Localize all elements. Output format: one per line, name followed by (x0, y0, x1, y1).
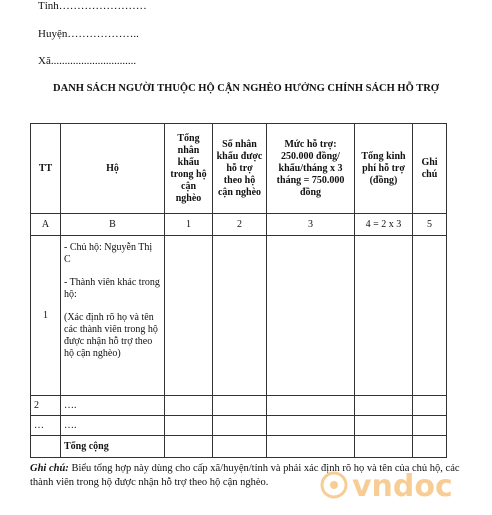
col-header-so-nhan-khau: Số nhân khẩu được hỗ trợ theo hộ cận nghèo (213, 124, 267, 214)
empty-cell (413, 396, 447, 416)
empty-cell (267, 236, 355, 396)
empty-cell (31, 436, 61, 458)
empty-cell (165, 236, 213, 396)
empty-cell (165, 416, 213, 436)
col-header-muc-ho-tro: Mức hỗ trợ: 250.000 đồng/ khẩu/tháng x 3 tháng = 750.000 đồng (267, 124, 355, 214)
col-header-tt: TT (31, 124, 61, 214)
code-cell: A (31, 214, 61, 236)
code-cell: 1 (165, 214, 213, 236)
col-header-ghi-chu: Ghi chú (413, 124, 447, 214)
empty-cell (213, 416, 267, 436)
total-label: Tổng cộng (61, 436, 165, 458)
empty-cell (267, 436, 355, 458)
household-head: - Chủ hộ: Nguyễn Thị C (64, 242, 153, 265)
col-header-tong-kinh-phi: Tổng kinh phí hỗ trợ (đồng) (355, 124, 413, 214)
empty-cell (413, 236, 447, 396)
code-cell: 2 (213, 214, 267, 236)
empty-cell (165, 396, 213, 416)
code-cell: 4 = 2 x 3 (355, 214, 413, 236)
empty-cell (213, 236, 267, 396)
header-row (31, 124, 447, 214)
table-row (31, 396, 447, 416)
empty-cell (213, 436, 267, 458)
row-number: … (31, 416, 61, 436)
household-cell: …. (61, 396, 165, 416)
table-row (31, 236, 447, 396)
code-cell: 5 (413, 214, 447, 236)
empty-cell (213, 396, 267, 416)
row-number: 1 (31, 236, 61, 396)
col-header-ho: Hộ (61, 124, 165, 214)
empty-cell (413, 436, 447, 458)
footnote-label: Ghi chú: (30, 463, 69, 474)
household-cell: …. (61, 416, 165, 436)
row-number: 2 (31, 396, 61, 416)
watermark-text: vndoc (352, 469, 453, 504)
empty-cell (355, 436, 413, 458)
empty-cell (267, 396, 355, 416)
code-cell: 3 (267, 214, 355, 236)
header-huyen: Huyện……………….. (38, 28, 139, 40)
household-members-note: (Xác định rõ họ và tên các thành viên trong hộ được nhận hỗ trợ theo hộ cận nghèo) (64, 312, 158, 359)
header-xa: Xã............................... (38, 55, 137, 67)
empty-cell (355, 396, 413, 416)
vndoc-watermark-logo (318, 458, 488, 512)
empty-cell (355, 416, 413, 436)
table-row (31, 416, 447, 436)
support-table (30, 123, 447, 458)
empty-cell (413, 416, 447, 436)
document-title: DANH SÁCH NGƯỜI THUỘC HỘ CẬN NGHÈO HƯỞNG CHÍNH SÁCH HỖ TRỢ (53, 83, 439, 94)
empty-cell (165, 436, 213, 458)
col-header-tong-nhan-khau: Tổng nhân khẩu trong hộ cận nghèo (165, 124, 213, 214)
empty-cell (355, 236, 413, 396)
footnote-text: Biểu tổng hợp này dùng cho cấp xã/huyện/tỉnh và phải xác định rõ họ và tên của chủ hộ, các thành viên trong hộ được nhận hỗ trợ theo hộ cận nghèo. (30, 463, 460, 488)
header-tinh: Tỉnh…………………… (38, 0, 147, 12)
code-row (31, 214, 447, 236)
code-cell: B (61, 214, 165, 236)
total-row (31, 436, 447, 458)
empty-cell (267, 416, 355, 436)
household-members-label: - Thành viên khác trong hộ: (64, 277, 160, 300)
household-cell (61, 236, 165, 396)
